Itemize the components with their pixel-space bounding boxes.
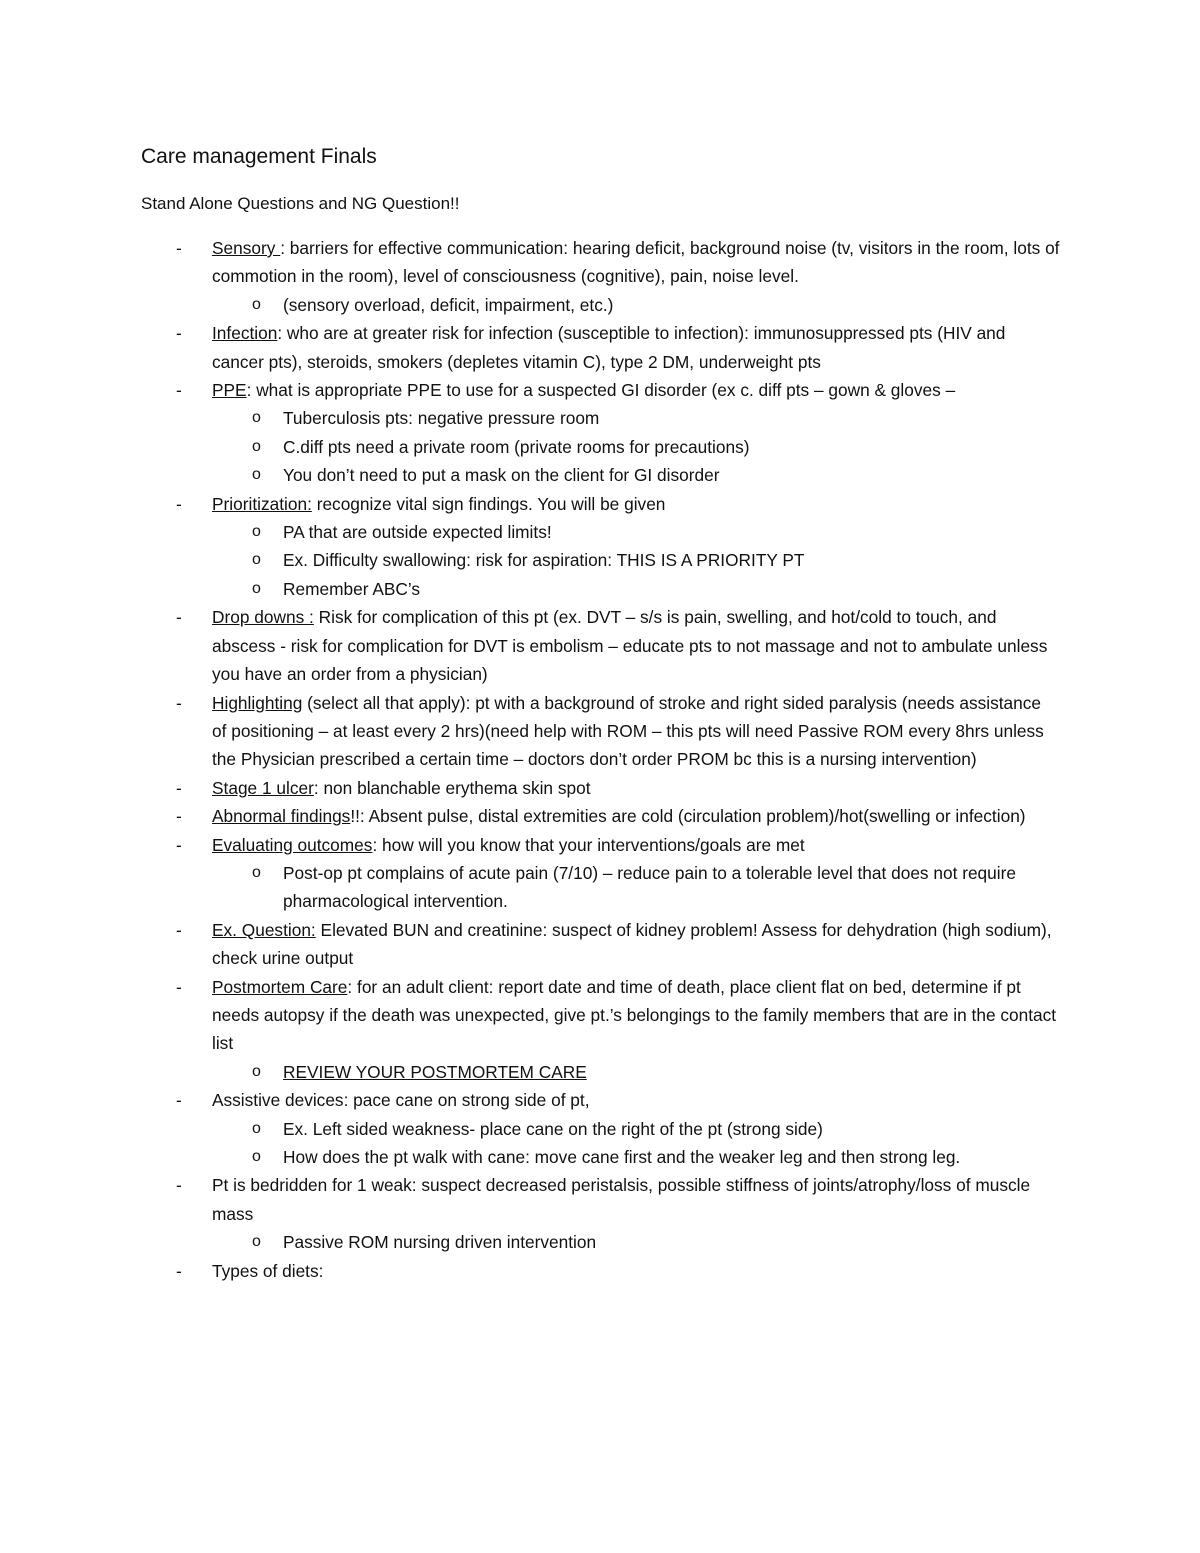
- sub-item-text: REVIEW YOUR POSTMORTEM CARE: [283, 1061, 587, 1082]
- item-text: : for an adult client: report date and time of death, place client flat on bed, determine if pt needs autopsy if the death was unexpected, give pt.’s belongings to the family members that are in the contact list: [212, 976, 1057, 1054]
- item-text: : barriers for effective communication: hearing deficit, background noise (tv, visitors in the room, lots of commotion in the room), level of consciousness (cognitive), pain, noise level.: [212, 238, 1060, 287]
- dash-marker: -: [176, 834, 182, 855]
- sub-item-text: (sensory overload, deficit, impairment, etc.): [283, 294, 614, 315]
- item-text: : who are at greater risk for infection (susceptible to infection): immunosuppressed pts (HIV and cancer pts), steroids, smokers (depletes vitamin C), type 2 DM, underweight pts: [212, 323, 1006, 372]
- item-text: Pt is bedridden for 1 weak: suspect decreased peristalsis, possible stiffness of joints/atrophy/loss of muscle mass: [212, 1175, 1031, 1224]
- document-title: Care management Finals: [141, 145, 377, 168]
- bullet-marker: o: [252, 551, 261, 569]
- item-heading: Infection: [212, 323, 278, 344]
- bullet-marker: o: [252, 1148, 261, 1165]
- dash-marker: -: [176, 919, 182, 940]
- dash-marker: -: [176, 692, 182, 713]
- sub-list-item: [212, 1115, 1060, 1143]
- item-text: Elevated BUN and creatinine: suspect of kidney problem! Assess for dehydration (high sodium), check urine output: [212, 919, 1052, 969]
- item-text: recognize vital sign findings. You will be given: [311, 493, 666, 514]
- bullet-marker: o: [252, 1119, 261, 1137]
- sub-list: [212, 518, 1060, 603]
- item-text: Risk for complication of this pt (ex. DVT – s/s is pain, swelling, and hot/cold to touch, and abscess - risk for complication for DVT is embolism – educate pts to not massage and not to ambulate unless you have an order from a physician): [212, 607, 1048, 685]
- list-item: [0, 1086, 1200, 1171]
- sub-item-text: Remember ABC’s: [283, 578, 421, 599]
- item-text: : what is appropriate PPE to use for a suspected GI disorder (ex c. diff pts – gown & gloves –: [246, 380, 956, 401]
- list-item: [0, 689, 1200, 774]
- list-item: [0, 1257, 1200, 1285]
- sub-list: [212, 291, 1060, 319]
- item-text: Assistive devices: pace cane on strong side of pt,: [212, 1090, 590, 1111]
- item-heading: Abnormal findings: [212, 806, 351, 827]
- list-item: [0, 973, 1200, 1087]
- bullet-marker: o: [252, 523, 261, 541]
- list-item: [0, 319, 1200, 376]
- bullet-marker: o: [252, 466, 261, 484]
- dash-marker: -: [176, 806, 182, 827]
- list-item: [0, 802, 1200, 830]
- sub-list-item: [212, 1143, 1060, 1171]
- document-subtitle: Stand Alone Questions and NG Question!!: [141, 194, 460, 213]
- sub-list-item: [212, 518, 1060, 546]
- bullet-marker: o: [252, 295, 261, 313]
- list-item: [0, 831, 1200, 916]
- sub-item-text: Ex. Left sided weakness- place cane on the right of the pt (strong side): [283, 1118, 823, 1139]
- list-item: [0, 376, 1200, 490]
- item-heading: Postmortem Care: [212, 976, 348, 997]
- list-item: [0, 1171, 1200, 1256]
- list-item: [0, 234, 1200, 319]
- item-text: Types of diets:: [212, 1260, 324, 1281]
- sub-item-text: C.diff pts need a private room (private rooms for precautions): [283, 436, 750, 457]
- sub-item-text: Post-op pt complains of acute pain (7/10) – reduce pain to a tolerable level that does not require pharmacological intervention.: [283, 862, 1016, 912]
- sub-list-item: [212, 291, 1060, 319]
- item-heading: Highlighting: [212, 692, 303, 713]
- bullet-marker: o: [252, 437, 261, 455]
- dash-marker: -: [176, 777, 182, 798]
- item-text: : how will you know that your interventions/goals are met: [372, 834, 805, 855]
- bullet-marker: o: [252, 409, 261, 427]
- item-heading: Sensory: [212, 238, 281, 258]
- item-heading: Drop downs :: [212, 607, 314, 628]
- item-text: !!: Absent pulse, distal extremities are cold (circulation problem)/hot(swelling or infection): [350, 806, 1026, 827]
- list-item: [0, 774, 1200, 802]
- list-item: [0, 603, 1200, 688]
- sub-item-text: PA that are outside expected limits!: [283, 522, 552, 543]
- item-heading: Ex. Question:: [212, 919, 316, 940]
- sub-list: [212, 1115, 1060, 1172]
- sub-item-text: Tuberculosis pts: negative pressure room: [283, 408, 600, 429]
- dash-marker: -: [176, 323, 182, 344]
- dash-marker: -: [176, 607, 182, 628]
- sub-list-item: [212, 433, 1060, 461]
- sub-list-item: [212, 1058, 1060, 1086]
- sub-item-text: You don’t need to put a mask on the client for GI disorder: [283, 465, 720, 486]
- sub-list: [212, 1058, 1060, 1086]
- bullet-marker: o: [252, 1233, 261, 1251]
- sub-list-item: [212, 575, 1060, 603]
- notes-list: [0, 234, 1200, 1285]
- item-text: (select all that apply): pt with a background of stroke and right sided paralysis (needs assistance of positioning – at least every 2 hrs)(need help with ROM – this pts will need Passive ROM every 8hrs unless the Physician prescribed a certain time – doctors don’t order PROM bc this is a nursing intervention): [212, 692, 1044, 770]
- dash-marker: -: [176, 380, 182, 401]
- item-text: : non blanchable erythema skin spot: [313, 777, 591, 798]
- dash-marker: -: [176, 976, 182, 997]
- bullet-marker: o: [252, 579, 261, 597]
- item-heading: Evaluating outcomes: [212, 834, 373, 855]
- bullet-marker: o: [252, 863, 261, 881]
- sub-list: [212, 1228, 1060, 1256]
- sub-list: [212, 404, 1060, 489]
- sub-list-item: [212, 404, 1060, 432]
- list-item: [0, 490, 1200, 604]
- sub-item-text: How does the pt walk with cane: move cane first and the weaker leg and then strong leg.: [283, 1147, 961, 1167]
- sub-list: [212, 859, 1060, 916]
- sub-list-item: [212, 461, 1060, 489]
- sub-item-text: Passive ROM nursing driven intervention: [283, 1232, 597, 1253]
- dash-marker: -: [176, 1175, 182, 1196]
- sub-item-text: Ex. Difficulty swallowing: risk for aspiration: THIS IS A PRIORITY PT: [283, 550, 805, 571]
- list-item: [0, 916, 1200, 973]
- sub-list-item: [212, 1228, 1060, 1256]
- dash-marker: -: [176, 1260, 182, 1281]
- dash-marker: -: [176, 1090, 182, 1111]
- sub-list-item: [212, 859, 1060, 916]
- sub-list-item: [212, 546, 1060, 574]
- dash-marker: -: [176, 493, 182, 514]
- item-heading: PPE: [212, 380, 247, 401]
- item-heading: Stage 1 ulcer: [212, 777, 314, 798]
- dash-marker: -: [176, 238, 182, 258]
- item-heading: Prioritization:: [212, 493, 312, 514]
- bullet-marker: o: [252, 1062, 261, 1080]
